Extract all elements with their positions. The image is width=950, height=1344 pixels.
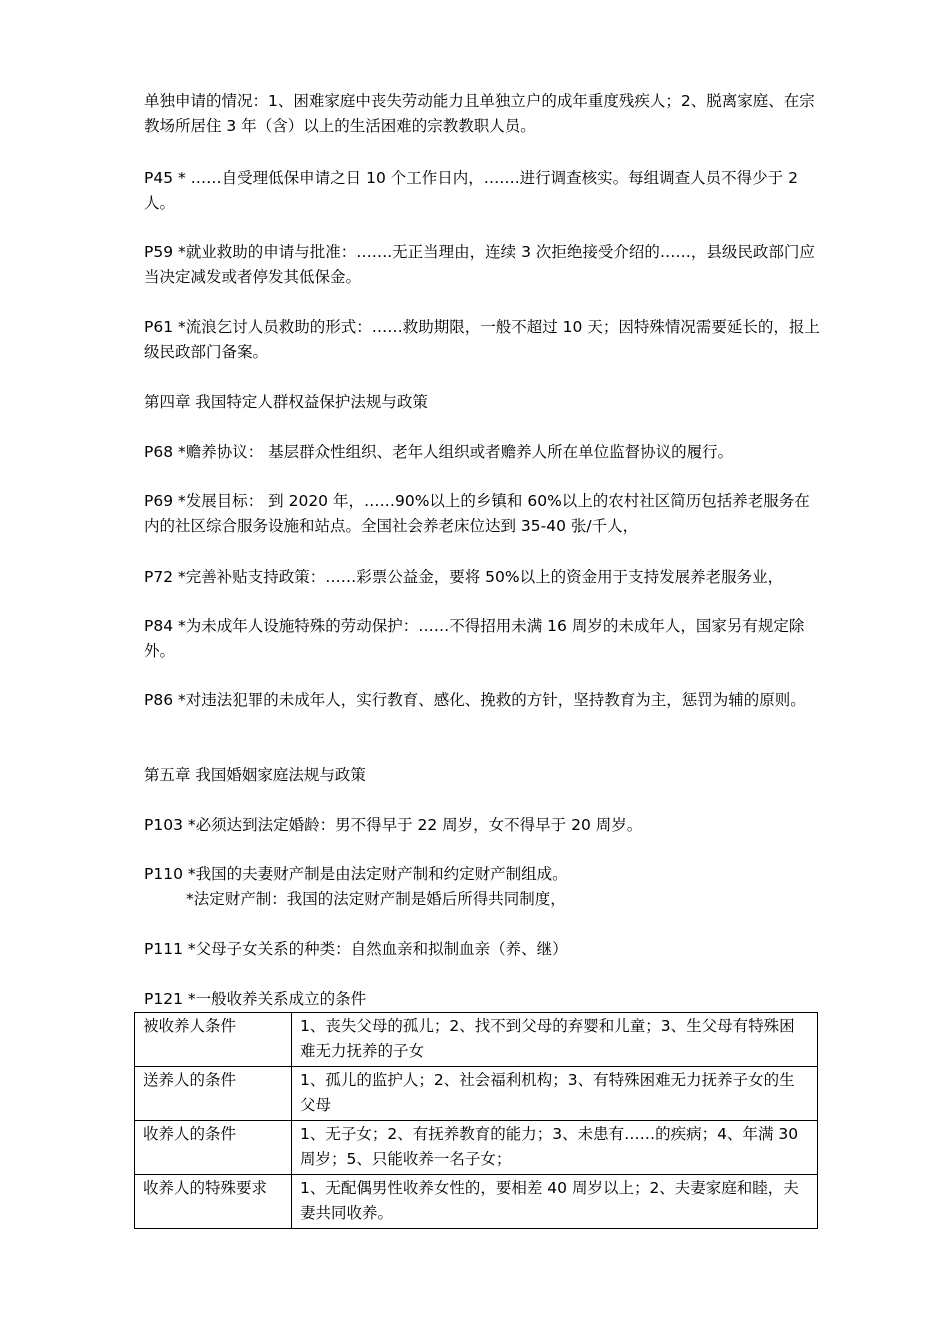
table-row: [135, 1067, 818, 1121]
paragraph-p45: P45 * ……自受理低保申请之日 10 个工作日内，…….进行调查核实。每组调查人员不得少于 2 人。: [144, 169, 798, 212]
paragraph-single-application: 单独申请的情况：1、困难家庭中丧失劳动能力且单独立户的成年重度残疾人；2、脱离家庭、在宗教场所居住 3 年（含）以上的生活困难的宗教教职人员。: [144, 92, 815, 135]
paragraph-p103: P103 *必须达到法定婚龄：男不得早于 22 周岁，女不得早于 20 周岁。: [144, 816, 643, 834]
row-label: 被收养人条件: [135, 1013, 292, 1067]
paragraph-statutory-property: *法定财产制：我国的法定财产制是婚后所得共同制度，: [186, 890, 566, 908]
table-row: [135, 1175, 818, 1229]
chapter-4-heading: 第四章 我国特定人群权益保护法规与政策: [144, 393, 428, 411]
row-content: 1、孤儿的监护人；2、社会福利机构；3、有特殊困难无力抚养子女的生父母: [292, 1067, 818, 1121]
paragraph-p72: P72 *完善补贴支持政策：……彩票公益金，要将 50%以上的资金用于支持发展养老服务业，: [144, 568, 784, 586]
adoption-conditions-table: [134, 1012, 818, 1229]
row-label: 收养人的条件: [135, 1121, 292, 1175]
paragraph-p59: P59 *就业救助的申请与批准：…….无正当理由，连续 3 次拒绝接受介绍的……，县级民政部门应当决定减发或者停发其低保金。: [144, 243, 815, 286]
row-content: 1、无配偶男性收养女性的，要相差 40 周岁以上；2、夫妻家庭和睦，夫妻共同收养。: [292, 1175, 818, 1229]
paragraph-p86: P86 *对违法犯罪的未成年人，实行教育、感化、挽救的方针，坚持教育为主，惩罚为辅的原则。: [144, 691, 806, 709]
paragraph-p68: P68 *赡养协议： 基层群众性组织、老年人组织或者赡养人所在单位监督协议的履行。: [144, 443, 734, 461]
chapter-5-heading: 第五章 我国婚姻家庭法规与政策: [144, 766, 366, 784]
paragraph-p69: P69 *发展目标： 到 2020 年，……90%以上的乡镇和 60%以上的农村社区简历包括养老服务在内的社区综合服务设施和站点。全国社会养老床位达到 35-40 张/千人，: [144, 492, 810, 535]
row-label: 收养人的特殊要求: [135, 1175, 292, 1229]
paragraph-p61: P61 *流浪乞讨人员救助的形式：……救助期限，一般不超过 10 天；因特殊情况需要延长的，报上级民政部门备案。: [144, 318, 820, 361]
row-content: 1、无子女；2、有抚养教育的能力；3、未患有……的疾病；4、年满 30 周岁；5、只能收养一名子女；: [292, 1121, 818, 1175]
table-row: [135, 1121, 818, 1175]
row-content: 1、丧失父母的孤儿；2、找不到父母的弃婴和儿童；3、生父母有特殊困难无力抚养的子女: [292, 1013, 818, 1067]
row-label: 送养人的条件: [135, 1067, 292, 1121]
paragraph-p121: P121 *一般收养关系成立的条件: [144, 990, 367, 1008]
table-row: [135, 1013, 818, 1067]
paragraph-p111: P111 *父母子女关系的种类：自然血亲和拟制血亲（养、继）: [144, 940, 568, 958]
paragraph-p84: P84 *为未成年人设施特殊的劳动保护：……不得招用未满 16 周岁的未成年人，国家另有规定除外。: [144, 617, 805, 660]
paragraph-p110: P110 *我国的夫妻财产制是由法定财产制和约定财产制组成。: [144, 865, 568, 883]
